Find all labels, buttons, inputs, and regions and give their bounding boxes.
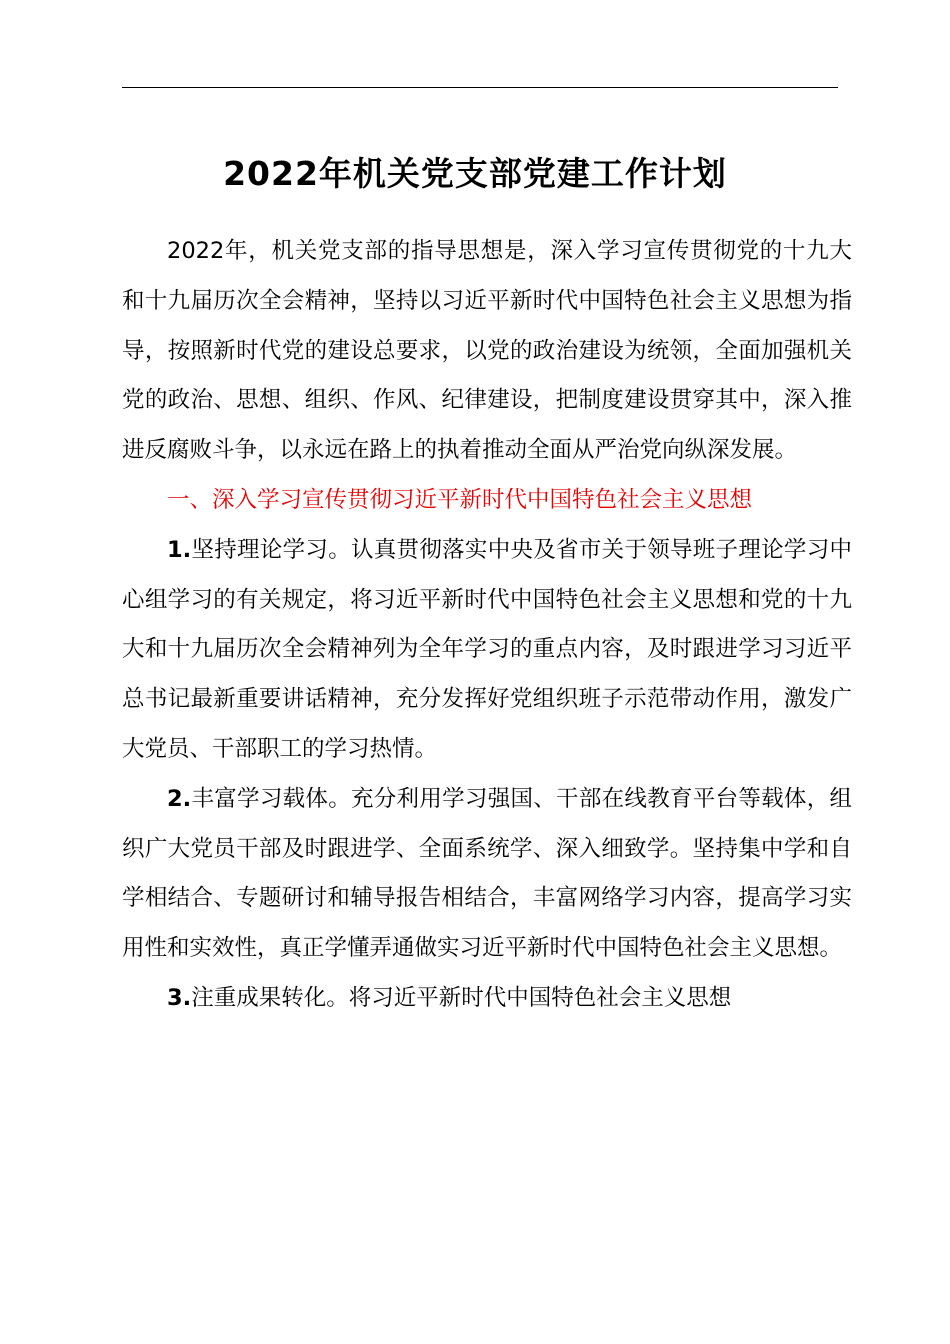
item-number: 3.	[167, 984, 192, 1011]
item-number: 2.	[167, 785, 192, 812]
item-text: 坚持理论学习。认真贯彻落实中央及省市关于领导班子理论学习中心组学习的有关规定，将习近平新时代中国特色社会主义思想和党的十九大和十九届历次全会精神列为全年学习的重点内容，及时跟进学习习近平总书记最新重要讲话精神，充分发挥好党组织班子示范带动作用，激发广大党员、干部职工的学习热情。	[122, 536, 852, 762]
item-text: 丰富学习载体。充分利用学习强国、干部在线教育平台等载体，组织广大党员干部及时跟进学、全面系统学、深入细致学。坚持集中学和自学相结合、专题研讨和辅导报告相结合，丰富网络学习内容，提高学习实用性和实效性，真正学懂弄通做实习近平新时代中国特色社会主义思想。	[122, 785, 852, 962]
header-rule	[122, 87, 838, 88]
list-item	[122, 526, 852, 775]
document-body	[122, 227, 852, 1024]
page-title: 2022年机关党支部党建工作计划	[223, 154, 727, 193]
list-item	[122, 974, 852, 1024]
intro-paragraph: 2022年，机关党支部的指导思想是，深入学习宣传贯彻党的十九大和十九届历次全会精神，坚持以习近平新时代中国特色社会主义思想为指导，按照新时代党的建设总要求，以党的政治建设为统领，全面加强机关党的政治、思想、组织、作风、纪律建设，把制度建设贯穿其中，深入推进反腐败斗争，以永远在路上的执着推动全面从严治党向纵深发展。	[122, 238, 852, 464]
list-item	[122, 775, 852, 974]
section-heading: 一、深入学习宣传贯彻习近平新时代中国特色社会主义思想	[167, 486, 753, 513]
item-number: 1.	[167, 536, 192, 563]
item-text: 注重成果转化。将习近平新时代中国特色社会主义思想	[191, 984, 732, 1011]
